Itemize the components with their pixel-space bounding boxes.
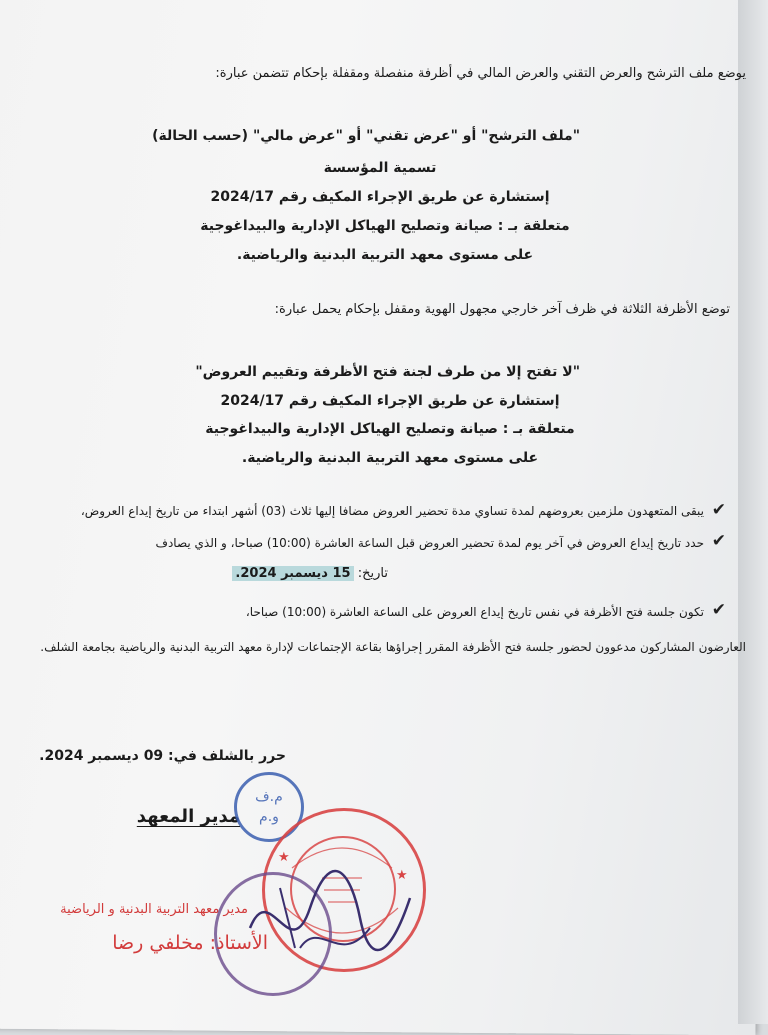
intro-text: يوضع ملف الترشح والعرض التقني والعرض المالي في أظرفة منفصلة ومقفلة بإحكام تتضمن عبارة: — [215, 66, 746, 81]
paper-edge — [738, 0, 768, 1024]
envelope-label-line1: "ملف الترشح" أو "عرض تقني" أو "عرض مالي" (حسب الحالة) — [152, 128, 580, 144]
star-icon: ★ — [396, 868, 408, 883]
handwritten-signature — [240, 858, 420, 978]
signatory-title: مدير المعهد — [136, 806, 240, 827]
date-prefix: تاريخ: — [357, 566, 388, 581]
outer-label-line4: على مستوى معهد التربية البدنية والرياضية. — [241, 450, 539, 466]
outer-label-line3: متعلقة بـ : صيانة وتصليح الهياكل الإدارية والبيداغوجية — [205, 421, 575, 437]
envelope-label-line2: تسمية المؤسسة — [323, 160, 437, 176]
bullet-deadline-line1: حدد تاريخ إيداع العروض في آخر يوم لمدة تحضير العروض قبل الساعة العاشرة (10:00) صباحا، و الذي يصادف — [155, 536, 704, 550]
checkmark-icon: ✔ — [711, 531, 726, 551]
envelope-label-line4: متعلقة بـ : صيانة وتصليح الهياكل الإدارية والبيداغوجية — [200, 218, 570, 234]
envelope-label-line5: على مستوى معهد التربية البدنية والرياضية. — [236, 247, 534, 263]
bullet-opening-session: تكون جلسة فتح الأظرفة في نفس تاريخ إيداع العروض على الساعة العاشرة (10:00) صباحا، — [245, 605, 704, 619]
dated-line: حرر بالشلف في: 09 ديسمبر 2024. — [39, 748, 286, 764]
checkmark-icon: ✔ — [711, 600, 726, 620]
stamp-name-text: الأستاذ: مخلفي رضا — [112, 932, 268, 954]
bullet-deadline-line2 — [232, 566, 388, 581]
stamp-institute-text: مدير معهد التربية البدنية و الرياضية — [60, 902, 248, 917]
checkmark-icon: ✔ — [711, 500, 726, 520]
star-icon: ★ — [278, 850, 290, 865]
outer-label-line2: إستشارة عن طريق الإجراء المكيف رقم 2024/17 — [220, 393, 560, 409]
deposit-date: 15 ديسمبر 2024. — [232, 566, 353, 581]
bullet-validity: يبقى المتعهدون ملزمين بعروضهم لمدة تساوي مدة تحضير العروض مضافا إليها ثلاث (03) أشهر ابتداء من تاريخ إيداع العروض، — [80, 504, 704, 518]
blue-stamp: م.ف و.م — [234, 772, 304, 842]
envelope-label-line3: إستشارة عن طريق الإجراء المكيف رقم 2024/17 — [210, 189, 550, 205]
outer-envelope-text: توضع الأظرفة الثلاثة في ظرف آخر خارجي مجهول الهوية ومقفل بإحكام يحمل عبارة: — [274, 302, 730, 317]
outer-label-line1: "لا تفتح إلا من طرف لجنة فتح الأظرفة وتقييم العروض" — [195, 364, 580, 380]
invitation-text: العارضون المشاركون مدعوون لحضور جلسة فتح الأظرفة المقرر إجراؤها بقاعة الإجتماعات لإدارة معهد التربية البدنية والرياضية بجامعة الشلف. — [40, 640, 746, 654]
